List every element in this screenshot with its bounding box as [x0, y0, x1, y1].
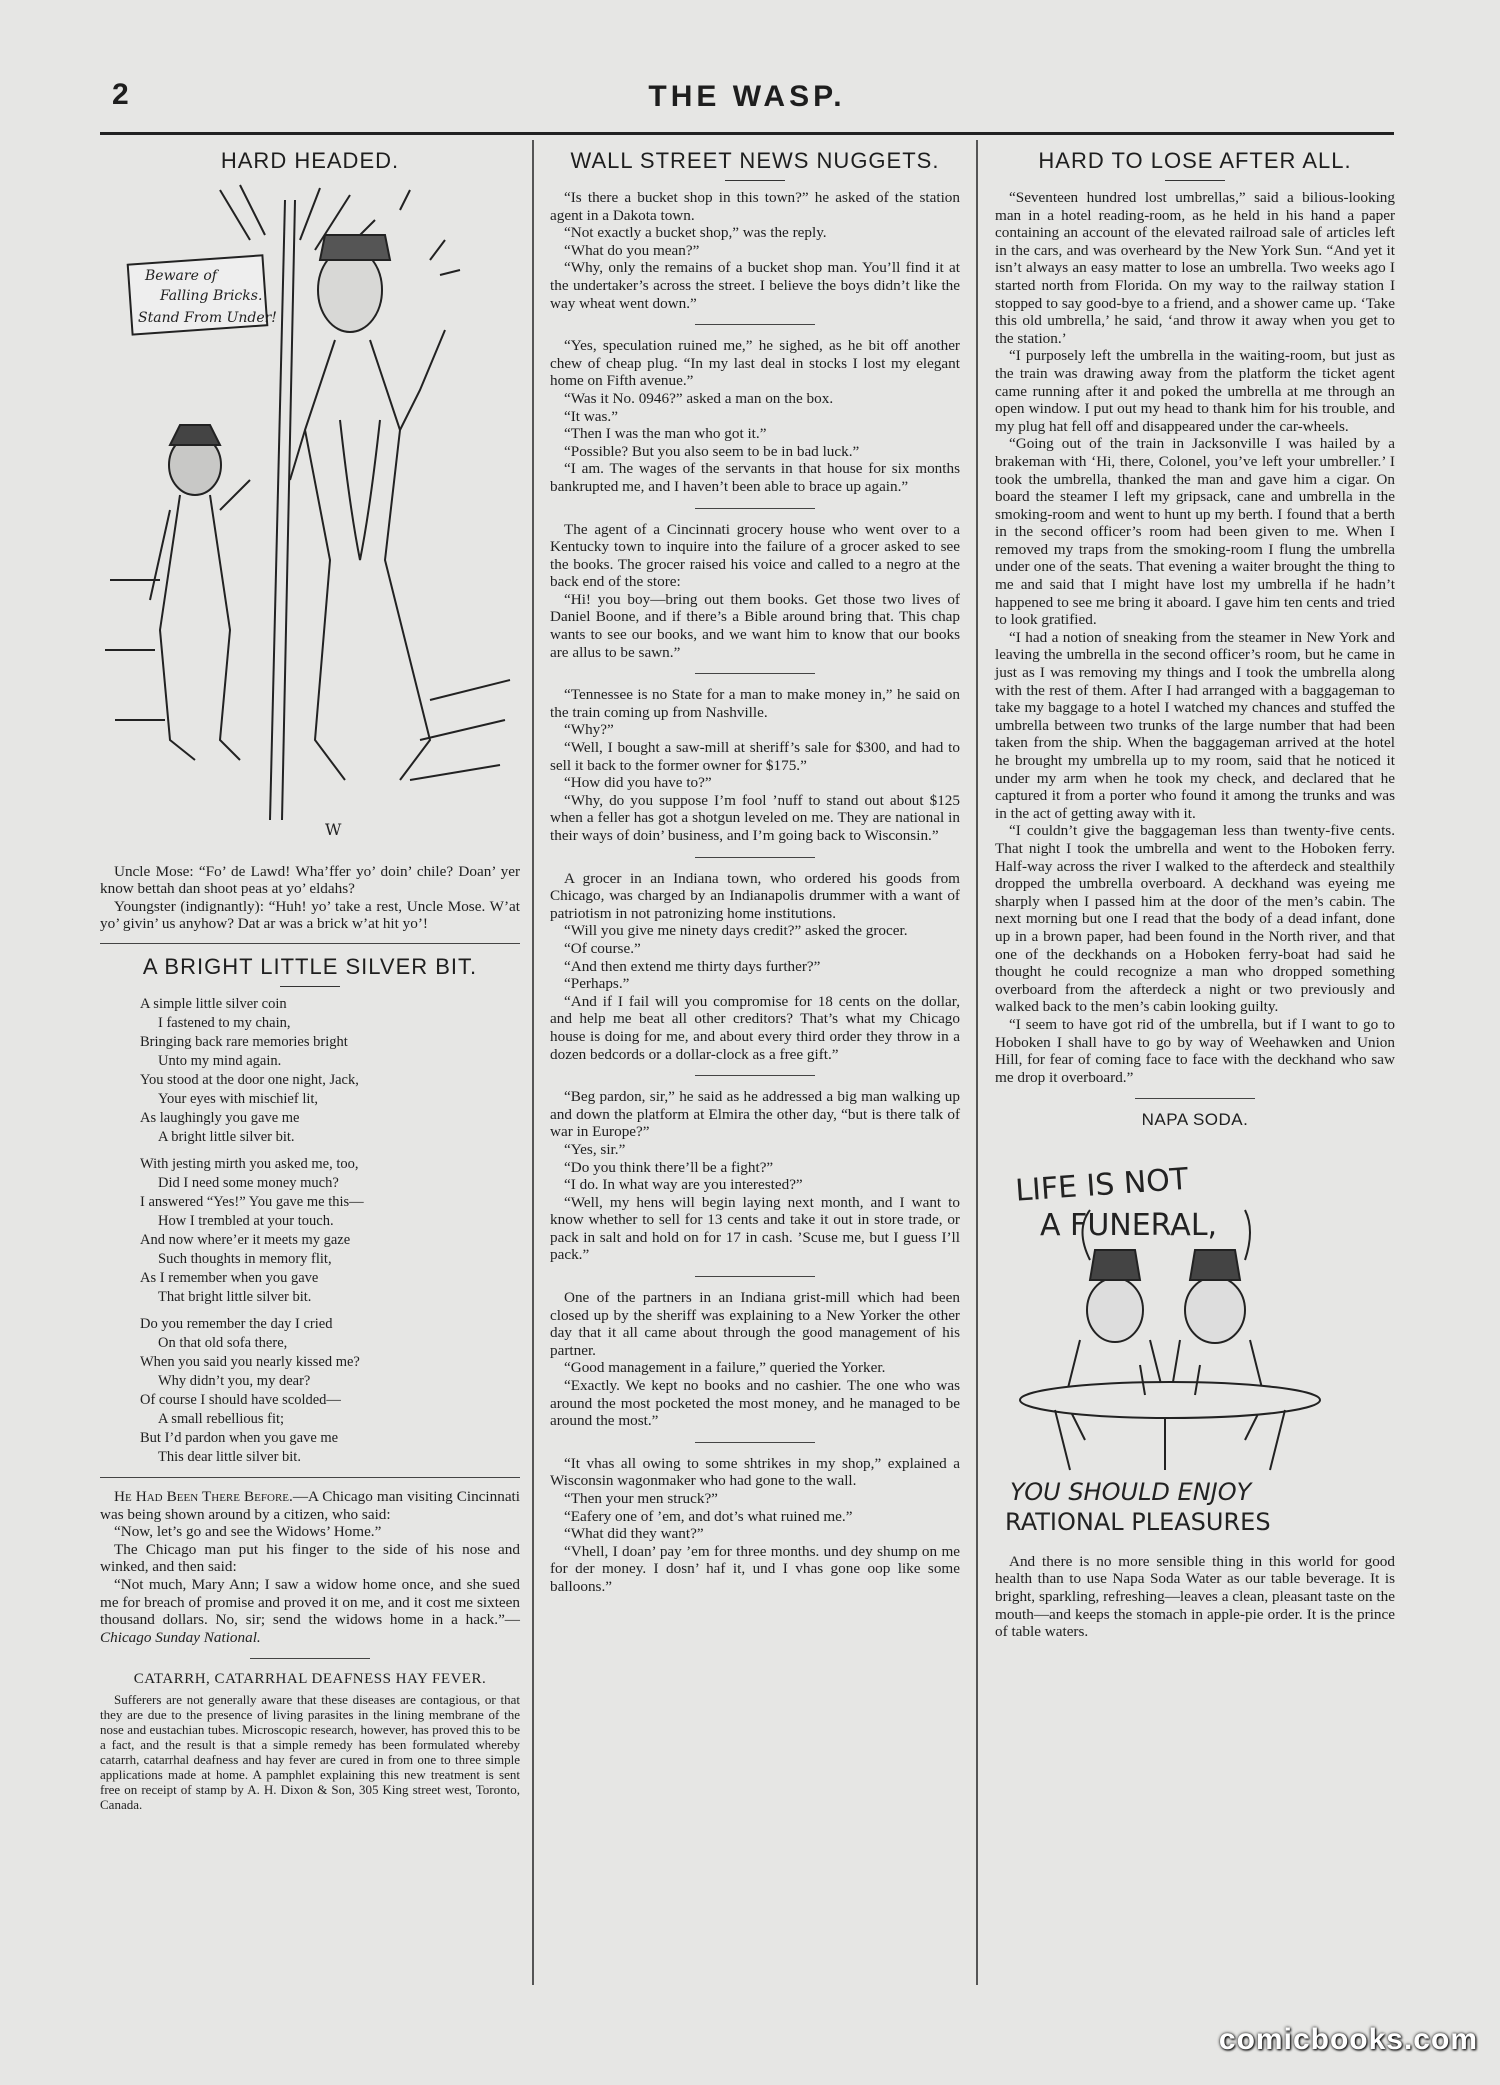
title-rule: [1165, 180, 1225, 181]
article-title: HARD HEADED.: [220, 148, 400, 173]
nugget-paragraph: “Then your men struck?”: [564, 1490, 718, 1507]
nugget-paragraph: “Was it No. 0946?” asked a man on the box.: [564, 389, 834, 407]
anecdote-paragraph: [100, 1488, 520, 1523]
nugget-paragraph: “Why, only the remains of a bucket shop man. You’ll find it at the undertaker’s across the street. I believe the boys didn’t like the way wheat went down.”: [550, 259, 960, 312]
watermark: comicbooks.com: [1218, 2023, 1478, 2056]
title-rule: [280, 986, 340, 987]
nugget-paragraph: “Beg pardon, sir,” he said as he addressed a big man walking up and down the platform at Elmira the other day, “but is there talk of war in Europe?”: [550, 1088, 960, 1141]
column-3: [995, 140, 1395, 1641]
poem-line: As I remember when you gave: [140, 1269, 319, 1286]
section-rule: [695, 857, 815, 858]
nugget-paragraph: One of the partners in an Indiana grist-mill which had been closed up by the sheriff was explaining to a New Yorker the other day that it all came about through the good management of his partner.: [550, 1289, 960, 1359]
nugget-paragraph: “I am. The wages of the servants in that house for six months bankrupted me, and I haven’t been able to brace up again.”: [550, 460, 960, 495]
poem-line: A small rebellious fit;: [158, 1410, 285, 1427]
poem-stanza: [140, 1315, 520, 1467]
ad-title: CATARRH, CATARRHAL DEAFNESS HAY FEVER.: [133, 1671, 487, 1688]
page-number: 2: [112, 78, 129, 111]
nugget-paragraph: “And then extend me thirty days further?”: [564, 957, 821, 975]
section-rule: [695, 1276, 815, 1277]
nugget-paragraph: “Tennessee is no State for a man to make money in,” he said on the train coming up from Nashville.: [550, 686, 960, 721]
title-rule: [725, 180, 785, 181]
nugget-paragraph: “And if I fail will you compromise for 18 cents on the dollar, and help me beat all other creditors? That’s what my Chicago house is doing for me, and about every third order they throw in a dozen bedcords or a dollar-clock as a free gift.”: [550, 992, 960, 1063]
poem-title: A BRIGHT LITTLE SILVER BIT.: [142, 953, 478, 979]
nugget-paragraph: “Exactly. We kept no books and no cashier. The one who was around the most pocketed the most money, and he managed to be around the most.”: [550, 1377, 960, 1430]
nugget-paragraph: “What do you mean?”: [564, 241, 700, 259]
ad-slogan: LIFE IS NOT: [1014, 1162, 1190, 1210]
section-rule: [695, 508, 815, 509]
cartoon-caption: Youngster (indignantly): “Huh! yo’ take a rest, Uncle Mose. W’at yo’ givin’ us anyhow? Dat ar was a brick w’at hit yo’!: [100, 897, 520, 933]
nugget-paragraph: “Will you give me ninety days credit?” asked the grocer.: [564, 922, 908, 940]
nugget-paragraph: “Eafery one of ’em, and dot’s what ruined me.”: [564, 1507, 853, 1525]
article-paragraph: “I seem to have got rid of the umbrella, but if I want to go to Hoboken I shall have to go by way of Weehawken and Union Hill, for fear of coming face to face with the deckhand who saw me drop it overboard.”: [995, 1015, 1395, 1086]
ad-slogan: YOU SHOULD ENJOY: [1010, 1478, 1252, 1507]
nugget-paragraph: “It was.”: [564, 407, 618, 425]
nugget-paragraph: “Then I was the man who got it.”: [564, 425, 767, 443]
poem-line: I answered “Yes!” You gave me this—: [140, 1193, 364, 1210]
column-1: [100, 140, 520, 1812]
poem-line: But I’d pardon when you gave me: [140, 1429, 339, 1446]
nugget-paragraph: “Possible? But you also seem to be in bad luck.”: [564, 442, 860, 460]
article-title: HARD TO LOSE AFTER ALL.: [1038, 148, 1352, 173]
nugget-paragraph: “Why, do you suppose I’m fool ’nuff to stand out about $125 when a feller has got a shotgun leveled on me. They are national in their ways of doin’ business, and I’m going back to Wisconsin.”: [550, 791, 960, 844]
poem-line: As laughingly you gave me: [140, 1109, 300, 1126]
poem-line: How I trembled at your touch.: [158, 1212, 334, 1229]
nugget-paragraph: “Vhell, I doan’ pay ’em for three months. und dey shump on me for der money. I dosn’ haf it, und I vhas gone oop like some balloons.”: [550, 1542, 960, 1595]
section-rule: [695, 324, 815, 325]
nugget-paragraph: “Well, my hens will begin laying next month, and I want to know whether to sell for 13 cents and take it out in store trade, or pack in salt and hold on for 17 in cash. ’Scuse me, but I guess I’ll pack.”: [550, 1193, 960, 1264]
section-rule: [695, 1442, 815, 1443]
nugget-paragraph: “Yes, speculation ruined me,” he sighed, as he bit off another chew of cheap plug. “In my last deal in stocks I lost my elegant home on Fifth avenue.”: [550, 337, 960, 390]
nugget-paragraph: “Yes, sir.”: [564, 1140, 626, 1158]
article-paragraph: “I purposely left the umbrella in the waiting-room, but just as the train was drawing away from the platform the ticket agent came running after it and poked the umbrella at me through an open window. I put out my head to thank him for his trouble, and my plug hat fell off and disappeared under the car-wheels.: [995, 347, 1395, 435]
poem-line: A simple little silver coin: [140, 995, 287, 1012]
poem-stanza: [140, 995, 520, 1147]
artist-monogram: W: [325, 820, 342, 839]
nugget-paragraph: “Well, I bought a saw-mill at sheriff’s sale for $300, and had to sell it back to the former owner for $175.”: [550, 739, 960, 774]
poem-line: This dear little silver bit.: [158, 1448, 301, 1465]
poem-line: Your eyes with mischief lit,: [158, 1090, 319, 1107]
anecdote-paragraph: The Chicago man put his finger to the side of his nose and winked, and then said:: [100, 1540, 520, 1576]
nugget-paragraph: “I do. In what way are you interested?”: [564, 1176, 803, 1194]
column-2: [550, 140, 960, 1596]
poem: [140, 995, 520, 1467]
section-rule: [695, 673, 815, 674]
anecdote-text: “Not much, Mary Ann; I saw a widow home once, and she sued me for breach of promise and proved it on me, and it cost me sixteen thousand dollars. No, sir; send the widows home in a hack.”—: [100, 1575, 520, 1629]
header-rule: [100, 132, 1394, 135]
nugget-paragraph: “Is there a bucket shop in this town?” he asked of the station agent in a Dakota town.: [550, 189, 960, 224]
nugget-paragraph: “Of course.”: [564, 939, 641, 957]
poem-line: Bringing back rare memories bright: [140, 1033, 348, 1050]
poem-line: I fastened to my chain,: [158, 1014, 291, 1031]
poem-line: Why didn’t you, my dear?: [158, 1372, 311, 1389]
section-rule: [1135, 1098, 1255, 1099]
ad-title: NAPA SODA.: [1141, 1110, 1249, 1130]
anecdote-paragraph: [100, 1576, 520, 1646]
nugget-paragraph: “Perhaps.”: [564, 975, 630, 993]
napa-soda-illustration: [995, 1140, 1345, 1540]
poem-line: A bright little silver bit.: [158, 1128, 295, 1145]
nugget-paragraph: A grocer in an Indiana town, who ordered his goods from Chicago, was charged by an Indianapolis drummer with a want of patriotism in not patronizing home institutions.: [550, 869, 960, 922]
hard-headed-cartoon: [100, 180, 515, 850]
cartoon-caption: Uncle Mose: “Fo’ de Lawd! Wha’ffer yo’ doin’ chile? Doan’ yer know bettah dan shoot peas at yo’ eldahs?: [100, 862, 520, 898]
poem-line: Did I need some money much?: [158, 1174, 339, 1191]
poem-line: Unto my mind again.: [158, 1052, 282, 1069]
article-title: WALL STREET NEWS NUGGETS.: [570, 148, 940, 173]
ad-slogan: A FUNERAL,: [1040, 1208, 1218, 1244]
nugget-paragraph: “It vhas all owing to some shtrikes in my shop,” explained a Wisconsin wagonmaker who had gone to the wall.: [550, 1454, 960, 1490]
anecdote-text: —A Chicago man visiting Cincinnati was being shown around by a citizen, who said:: [100, 1487, 520, 1523]
warning-sign-line: Stand From Under!: [138, 310, 277, 326]
anecdote-paragraph: “Now, let’s go and see the Widows’ Home.”: [114, 1523, 382, 1541]
ad-slogan: RATIONAL PLEASURES: [1005, 1508, 1271, 1537]
page-header: [100, 78, 1394, 128]
poem-line: Do you remember the day I cried: [140, 1315, 333, 1332]
poem-line: That bright little silver bit.: [158, 1288, 312, 1305]
section-rule: [100, 1477, 520, 1478]
anecdote-source: Chicago Sunday National.: [100, 1628, 261, 1646]
poem-line: With jesting mirth you asked me, too,: [140, 1155, 359, 1172]
nugget-paragraph: The agent of a Cincinnati grocery house who went over to a Kentucky town to inquire into the failure of a grocer asked to see the books. The grocer raised his voice and called to a negro at the back end of the store:: [550, 520, 960, 591]
masthead: THE WASP.: [648, 80, 846, 113]
section-rule: [250, 1658, 370, 1659]
anecdote-heading: He Had Been There Before.: [114, 1487, 293, 1505]
article-paragraph: “I couldn’t give the baggageman less than twenty-five cents. That night I took the umbrella and went to the Hoboken ferry. Half-way across the river I walked to the afterdeck and stealthily dropped the umbrella overboard. A deckhand was eyeing me sharply when I passed him at the door of the men’s cabin. The next morning but one I read that the body of a dead infant, done up in a brown paper, had been found in the North river, and that one of the deckhands on a Hoboken ferry-boat had said he thought he could recognize a man who dropped something overboard from the afterdeck a night or two previously and walked back to the men’s cabin looking guilty.: [995, 822, 1395, 1016]
section-rule: [695, 1075, 815, 1076]
section-rule: [100, 943, 520, 944]
poem-line: Of course I should have scolded—: [140, 1391, 341, 1408]
nugget-paragraph: “Why?”: [564, 721, 614, 739]
article-paragraph: “Seventeen hundred lost umbrellas,” said a bilious-looking man in a hotel reading-room, as he held in his hand a paper containing an account of the elevated railroad sale of articles left in the cars, and was overheard by the New York Sun. “And yet it isn’t always an easy matter to lose an umbrella. Two weeks ago I started north from Florida. On my way to the railway station I stopped to say good-bye to a friend, and a shower came up. ‘Take this old umbrella,’ he said, ‘and throw it away when you get to the station.’: [995, 189, 1395, 347]
poem-stanza: [140, 1155, 520, 1307]
nugget-paragraph: “How did you have to?”: [564, 774, 712, 792]
column-divider: [976, 140, 978, 1985]
nugget-paragraph: “What did they want?”: [564, 1525, 704, 1543]
poem-line: And now where’er it meets my gaze: [140, 1231, 351, 1248]
article-paragraph: “Going out of the train in Jacksonville I was hailed by a brakeman with ‘Hi, there, Colonel, you’ve left your umbreller.’ I took the umbrella, thanked the man and gave him a cigar. On board the steamer I left my gripsack, cane and umbrella in the smoking-room and went to hunt up my berth. I found that a berth in the second officer’s room had been given to me. When I removed my traps from the smoking-room I flung the umbrella under one of the seats. That evening a waiter brought the thing to me and said that I might have lost my umbrella if he hadn’t happened to see me bring it aboard. I gave him ten cents and tried to look gratified.: [995, 435, 1395, 629]
article-paragraph: “I had a notion of sneaking from the steamer in New York and leaving the umbrella in the second officer’s room, but he came in just as I was removing my things and I took the umbrella along with the rest of them. After I had arranged with a baggageman to take my baggage to a hotel I watched my chances and stuffed the umbrella between two trunks of the large number that had been taken from the ship. When the baggageman arrived at the hotel he brought my umbrella up to my room, said that he noticed it under my arm when he took my check, and declared that he captured it from a porter who found it among the trunks and was in the act of getting away with it.: [995, 628, 1395, 822]
nugget-paragraph: “Hi! you boy—bring out them books. Get those two lives of Daniel Boone, and if there’s a Bible around bring that. This chap wants to see our books, and we want him to know that our books are allus to be sawn.”: [550, 590, 960, 661]
napa-soda-ad-text: And there is no more sensible thing in this world for good health than to use Napa Soda Water as our table beverage. It is bright, sparkling, refreshing—leaves a clean, pleasant taste on the mouth—and keeps the stomach in apple-pie order. It is the prince of table waters.: [995, 1552, 1395, 1641]
nugget-paragraph: “Not exactly a bucket shop,” was the reply.: [564, 224, 827, 242]
warning-sign-line: Falling Bricks.: [160, 288, 263, 304]
nugget-paragraph: “Good management in a failure,” queried the Yorker.: [564, 1359, 886, 1377]
poem-line: On that old sofa there,: [158, 1334, 288, 1351]
nugget-paragraph: “Do you think there’ll be a fight?”: [564, 1158, 774, 1176]
poem-line: When you said you nearly kissed me?: [140, 1353, 360, 1370]
news-nuggets: [550, 189, 960, 1596]
catarrh-ad-text: Sufferers are not generally aware that these diseases are contagious, or that they are due to the presence of living parasites in the lining membrane of the nose and eustachian tubes. Microscopic research, however, has proved this to be a fact, and the result is that a simple remedy has been formulated whereby catarrh, catarrhal deafness and hay fever are cured in from one to three simple applications made at home. A pamphlet explaining this new treatment is sent free on receipt of stamp by A. H. Dixon & Son, 305 King street west, Toronto, Canada.: [100, 1692, 520, 1813]
column-divider: [532, 140, 534, 1985]
warning-sign-line: Beware of: [145, 268, 217, 284]
poem-line: Such thoughts in memory flit,: [158, 1250, 332, 1267]
poem-line: You stood at the door one night, Jack,: [140, 1071, 359, 1088]
